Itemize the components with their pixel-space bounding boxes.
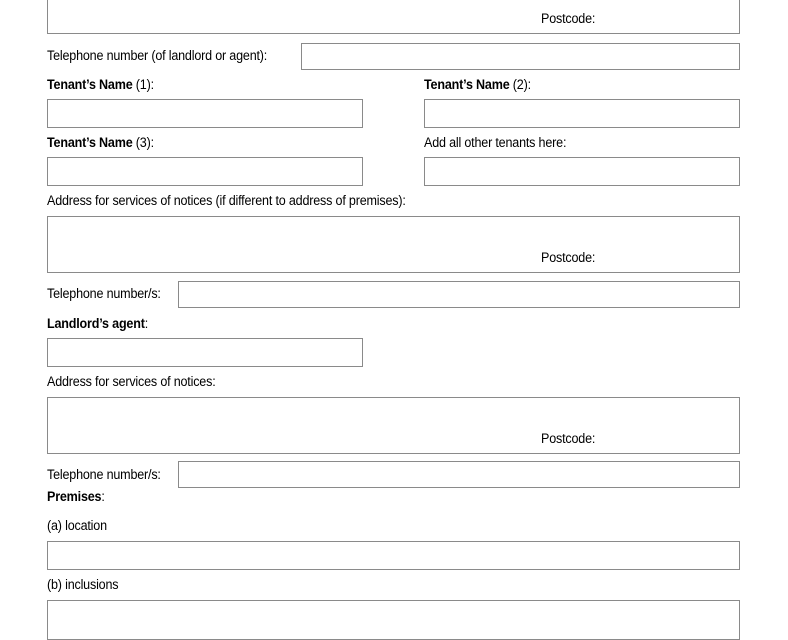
tenant-name-2-label-strong: Tenant’s Name — [424, 77, 510, 92]
premises-location-input[interactable] — [47, 541, 740, 570]
tenant-name-1-label — [47, 77, 154, 93]
landlord-telephone-label: Telephone number (of landlord or agent): — [47, 48, 268, 63]
tenant-name-2-input[interactable] — [424, 99, 740, 128]
premises-section-label-colon: : — [101, 489, 105, 504]
premises-section-label — [47, 489, 105, 505]
landlord-agent-label — [47, 316, 148, 332]
tenant-name-1-label-strong: Tenant’s Name — [47, 77, 133, 92]
other-tenants-input[interactable] — [424, 157, 740, 186]
other-tenants-label: Add all other tenants here: — [424, 135, 567, 150]
landlord-agent-label-strong: Landlord’s agent — [47, 316, 145, 331]
tenant-name-3-label — [47, 135, 154, 151]
premises-address-postcode-label: Postcode: — [541, 11, 596, 26]
tenant-name-2-label-index: (2): — [509, 77, 531, 92]
landlord-telephone-input[interactable] — [301, 43, 740, 70]
tenant-notice-postcode-label: Postcode: — [541, 250, 596, 265]
premises-location-label: (a) location — [47, 518, 107, 533]
tenant-name-2-label — [424, 77, 531, 93]
premises-address-input[interactable] — [47, 0, 740, 34]
premises-section-label-strong: Premises — [47, 489, 102, 504]
premises-inclusions-input[interactable] — [47, 600, 740, 640]
tenant-name-1-label-index: (1): — [132, 77, 154, 92]
agent-telephone-label: Telephone number/s: — [47, 467, 161, 482]
landlord-agent-label-colon: : — [144, 316, 149, 331]
agent-notice-postcode-label: Postcode: — [541, 431, 596, 446]
agent-notice-address-input[interactable] — [47, 397, 740, 454]
tenant-notice-address-input[interactable] — [47, 216, 740, 273]
tenant-telephone-input[interactable] — [178, 281, 740, 308]
tenant-notice-address-label: Address for services of notices (if different to address of premises): — [47, 193, 406, 208]
tenant-name-3-label-index: (3): — [132, 135, 154, 150]
tenant-name-3-input[interactable] — [47, 157, 363, 186]
landlord-agent-name-input[interactable] — [47, 338, 363, 367]
agent-telephone-input[interactable] — [178, 461, 740, 488]
tenant-name-3-label-strong: Tenant’s Name — [47, 135, 133, 150]
premises-inclusions-label: (b) inclusions — [47, 577, 119, 592]
tenant-name-1-input[interactable] — [47, 99, 363, 128]
tenant-telephone-label: Telephone number/s: — [47, 286, 161, 301]
agent-notice-address-label: Address for services of notices: — [47, 374, 216, 389]
